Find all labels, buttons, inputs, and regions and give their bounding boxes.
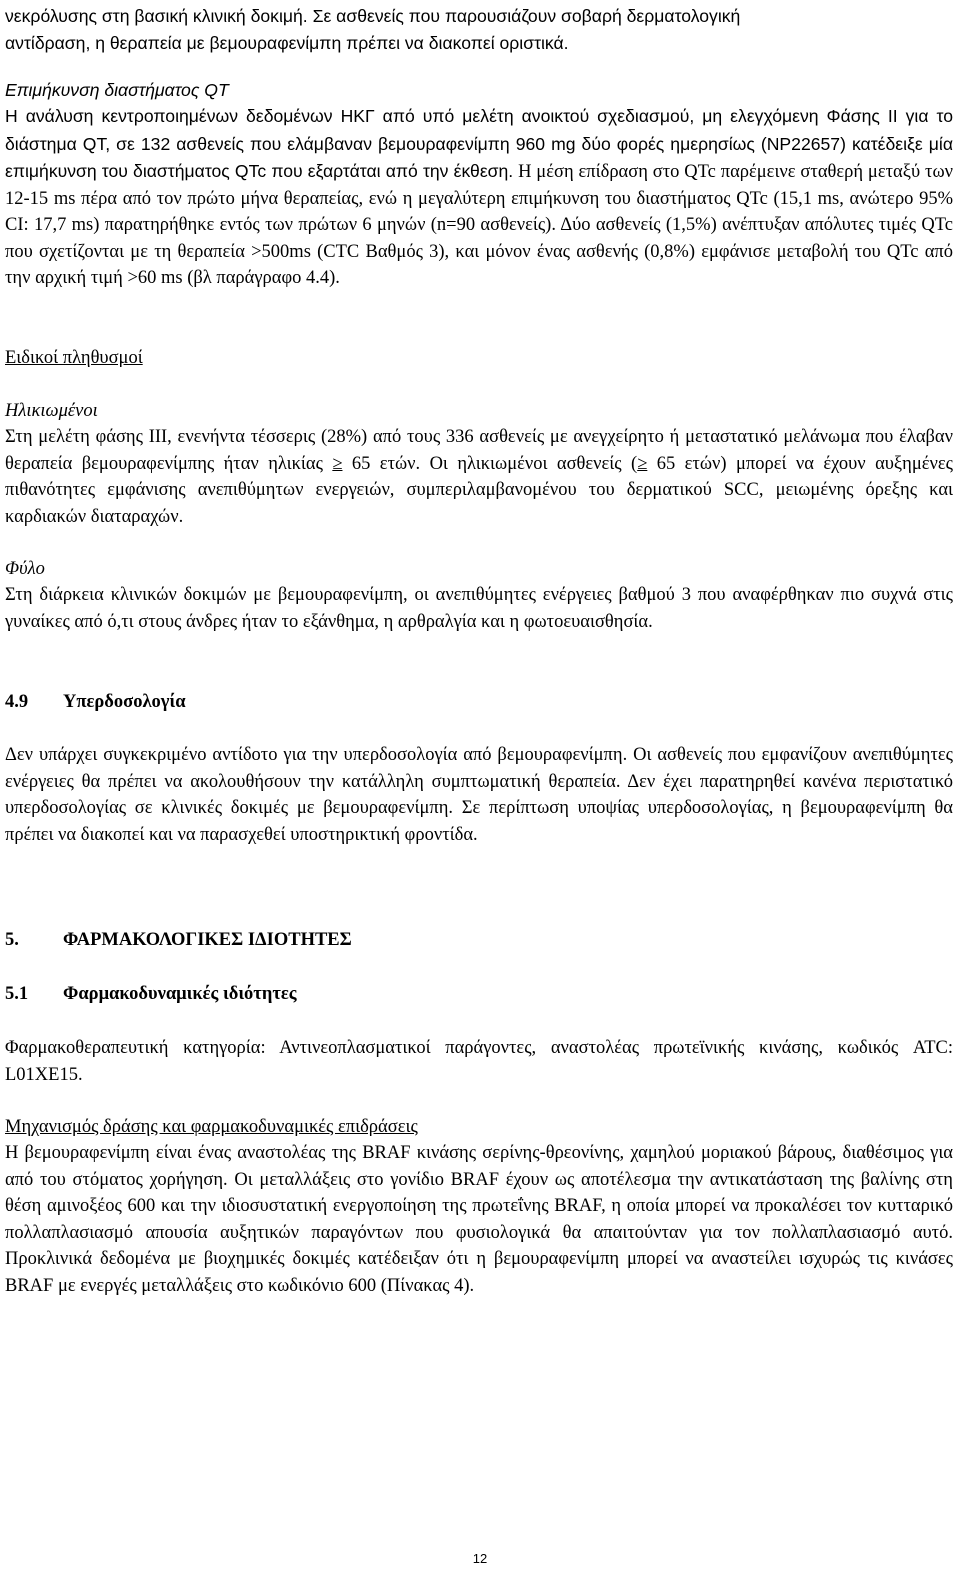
section51-title: Φαρμακοδυναμικές ιδιότητες: [63, 984, 297, 1004]
special-populations-heading: Ειδικοί πληθυσμοί: [5, 348, 143, 368]
page-number: 12: [472, 1551, 488, 1566]
elderly-text-c: 65 ετών) μπορεί να έχουν αυξημένες πιθανότητες εμφάνισης ανεπιθύμητων ενεργειών, συμπεριλαμβανομένου του δερματικού SCC, μειωμένης όρεξης και καρδιακών διαταραχών.: [5, 453, 953, 527]
overdose-heading: [5, 689, 186, 716]
qt-heading: Επιμήκυνση διαστήματος QT: [5, 80, 229, 100]
qt-paragraph-part2: Η μέση επίδραση στο QTc παρέμεινε σταθερή μεταξύ των 12-15 ms πέρα από τον πρώτο μήνα θεραπείας, ενώ η μεγαλύτερη επιμήκυνση του διαστήματος QTc (15,1 ms, ανώτερο 95% CI: 17,7 ms) παρατηρήθηκε εντός των πρώτων 6 μηνών (n=90 ασθενείς). Δύο ασθενείς (1,5%) ανέπτυξαν απόλυτες τιμές QTc που σχετίζονται με τη θεραπεία >500ms (CTC Βαθμός 3), και μόνον ένας ασθενής (0,8%) εμφάνισε μεταβολή του QTc από την αρχική τιμή >60 ms (βλ παράγραφο 4.4).: [5, 162, 953, 288]
section5-heading: [5, 927, 352, 954]
elderly-text-a: Στη μελέτη φάσης ΙΙΙ, ενενήντα τέσσερις (28%) από τους 336 ασθενείς με ανεγχείρητο ή μεταστατικό μελάνωμα που έλαβαν θεραπεία βεμουραφενίμπης ήταν ηλικίας: [5, 427, 953, 474]
greater-equal-symbol: ≥: [332, 453, 343, 474]
mechanism-heading: Μηχανισμός δράσης και φαρμακοδυναμικές επιδράσεις: [5, 1117, 418, 1137]
gender-paragraph: Στη διάρκεια κλινικών δοκιμών με βεμουραφενίμπη, οι ανεπιθύμητες ενέργειες βαθμού 3 που αναφέρθηκαν πιο συχνά στις γυναίκες από ό,τι στους άνδρες ήταν το εξάνθημα, η αρθραλγία και η φωτοευαισθησία.: [5, 585, 953, 632]
qt-paragraph-part1: Η ανάλυση κεντροποιημένων δεδομένων ΗΚΓ από υπό μελέτη ανοικτού σχεδιασμού, μη ελεγχόμενη Φάσης ΙΙ για το διάστημα QT, σε 132 ασθενείς που ελάμβαναν βεμουραφενίμπη 960 mg δύο φορές ημερησίως (NP22657) κατέδειξε μία επιμήκυνση του διαστήματος QTc που εξαρτάται από την έκθεση.: [5, 106, 953, 181]
overdose-number: 4.9: [5, 692, 29, 712]
qt-paragraph: [5, 103, 953, 292]
section51-heading: [5, 981, 297, 1008]
elderly-paragraph: [5, 424, 953, 530]
section5-number: 5.: [5, 930, 19, 950]
classification-paragraph: Φαρμακοθεραπευτική κατηγορία: Αντινεοπλασματικοί παράγοντες, αναστολέας πρωτεϊνικής κινάσης, κωδικός ATC: L01XE15.: [5, 1038, 953, 1085]
mechanism-paragraph: Η βεμουραφενίμπη είναι ένας αναστολέας της BRAF κινάσης σερίνης-θρεονίνης, χαμηλού μοριακού βάρους, διαθέσιμος για από του στόματος χορήγηση. Οι μεταλλάξεις στο γονίδιο BRAF έχουν ως αποτέλεσμα την αντικατάσταση της βαλίνης στη θέση αμινοξέος 600 και την ιδιοσυστατική ενεργοποίηση της πρωτεΐνης BRAF, η οποία μπορεί να προκαλέσει τον κυτταρικό πολλαπλασιασμό απουσία αυξητικών παραγόντων που φυσιολογικά θα απαιτούνταν για τον πολλαπλασιασμό αυτό. Προκλινικά δεδομένα με βιοχημικές δοκιμές κατέδειξαν ότι η βεμουραφενίμπη μπορεί να αναστείλει ισχυρώς τις κινάσες BRAF με ενεργές μεταλλάξεις στο κωδικόνιο 600 (Πίνακας 4).: [5, 1143, 953, 1296]
section51-number: 5.1: [5, 984, 29, 1004]
top-paragraph-line2: αντίδραση, η θεραπεία με βεμουραφενίμπη πρέπει να διακοπεί οριστικά.: [5, 32, 569, 53]
elderly-text-b: 65 ετών. Οι ηλικιωμένοι ασθενείς (: [351, 453, 638, 474]
gender-heading: Φύλο: [5, 559, 45, 579]
elderly-heading: Ηλικιωμένοι: [5, 401, 98, 421]
greater-equal-symbol-2: ≥: [637, 453, 648, 474]
overdose-title: Υπερδοσολογία: [63, 692, 186, 712]
top-paragraph: [5, 3, 953, 56]
top-paragraph-line1: νεκρόλυσης στη βασική κλινική δοκιμή. Σε ασθενείς που παρουσιάζουν σοβαρή δερματολογική: [5, 6, 741, 26]
section5-title: ΦΑΡΜΑΚΟΛΟΓΙΚΕΣ ΙΔΙΟΤΗΤΕΣ: [63, 930, 352, 950]
overdose-paragraph: Δεν υπάρχει συγκεκριμένο αντίδοτο για την υπερδοσολογία από βεμουραφενίμπη. Οι ασθενείς που εμφανίζουν ανεπιθύμητες ενέργειες θα πρέπει να ακολουθήσουν την κατάλληλη συμπτωματική θεραπεία. Δεν έχει παρατηρηθεί κανένα περιστατικό υπερδοσολογίας σε κλινικές δοκιμές με βεμουραφενίμπη. Σε περίπτωση υποψίας υπερδοσολογίας, η βεμουραφενίμπη θα πρέπει να διακοπεί και να παρασχεθεί υποστηρικτική φροντίδα.: [5, 745, 953, 845]
